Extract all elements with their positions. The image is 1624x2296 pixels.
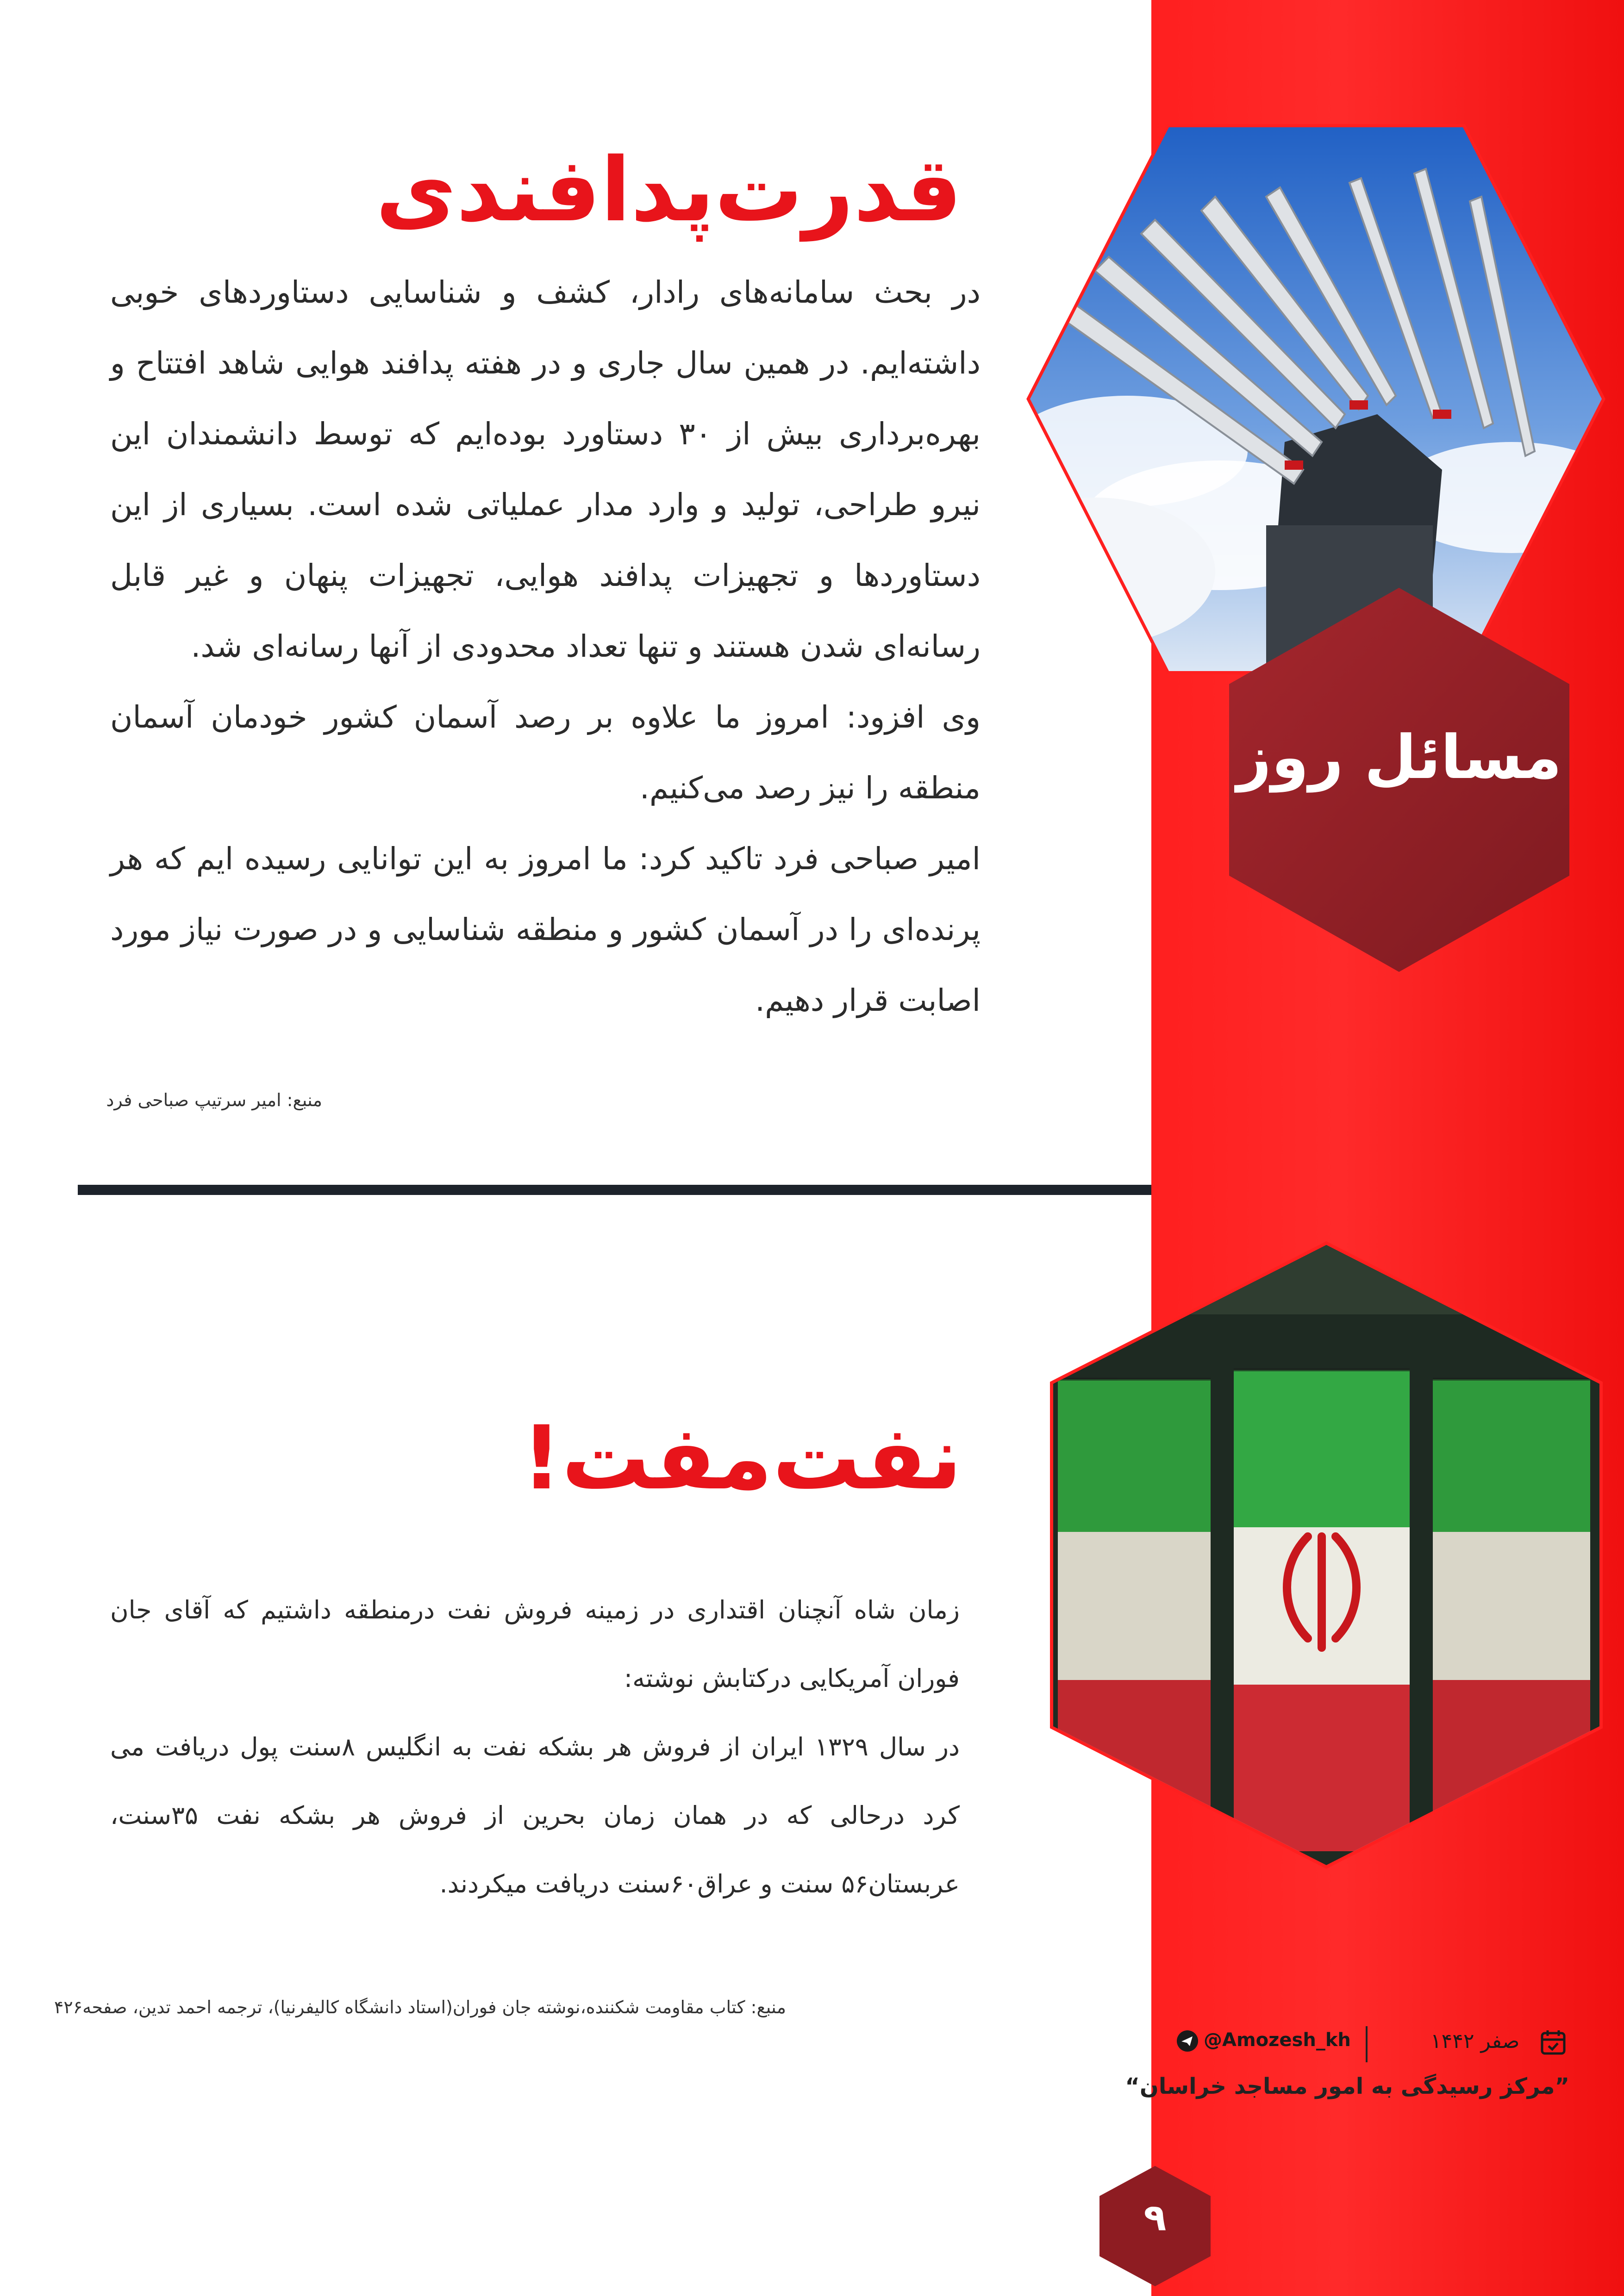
article1-paragraph-1: در بحث سامانه‌های رادار، کشف و شناسایی دستاوردهای خوبی داشته‌ایم. در همین سال جاری و در هفته پدافند هوایی شاهد افتتاح و بهره‌برداری بیش از ۳۰ دستاورد بوده‌ایم که توسط دانشمندان این نیرو طراحی، تولید و وارد مدار عملیاتی شده است. بسیاری از این دستاوردها و تجهیزات پدافند هوایی، تجهیزات پنهان و غیر قابل رسانه‌ای شدن هستند و تنها تعداد محدودی از آنها رسانه‌ای شد. (110, 274, 981, 664)
section-badge-label: مسائل روز (1237, 722, 1562, 792)
article1-body (110, 257, 981, 1036)
oil-barrels-flag-image (1049, 1240, 1604, 1870)
footer-social-handle[interactable]: @Amozesh_kh (1204, 2029, 1351, 2051)
article1-paragraph-2: وی افزود: امروز ما علاوه بر رصد آسمان کشور خودمان آسمان منطقه را نیز رصد می‌کنیم. (110, 699, 981, 806)
calendar-icon (1539, 2028, 1567, 2056)
article2-paragraph-1: زمان شاه آنچنان اقتداری در زمینه فروش نفت درمنطقه داشتیم که آقای جان فوران آمریکایی درکتابش نوشته: (110, 1595, 960, 1693)
page-number: ۹ (1143, 2196, 1167, 2239)
article2-body (110, 1576, 960, 1918)
footer-separator (1366, 2026, 1368, 2062)
article2-title: نفت‌مفت! (521, 1407, 962, 1509)
section-divider (78, 1185, 1151, 1195)
messenger-icon (1176, 2029, 1199, 2053)
article1-paragraph-3: امیر صباحی فرد تاکید کرد: ما امروز به این توانایی رسیده ایم که هر پرنده‌ای را در آسمان کشور و منطقه شناسایی و در صورت نیاز مورد اصابت قرار دهیم. (110, 841, 981, 1018)
footer-date: صفر ۱۴۴۲ (1430, 2029, 1520, 2053)
article1-title: قدرت‌پدافندی (375, 139, 962, 241)
article2-paragraph-2: در سال ۱۳۲۹ ایران از فروش هر بشکه نفت به انگلیس ۸سنت پول دریافت می کرد درحالی که در همان زمان بحرین از فروش هر بشکه نفت ۳۵سنت، عربستان۵۶ سنت و عراق۶۰سنت دریافت میکردند. (110, 1732, 960, 1898)
article2-source: منبع: کتاب مقاومت شکننده،نوشته جان فوران(استاد دانشگاه کالیفرنیا)، ترجمه احمد تدین، صفحه۴۲۶ (54, 1997, 786, 2017)
footer-organization: ”مرکز رسیدگی به امور مساجد خراسان“ (1125, 2073, 1569, 2099)
article1-source: منبع: امیر سرتیپ صباحی فرد (106, 1090, 322, 1110)
